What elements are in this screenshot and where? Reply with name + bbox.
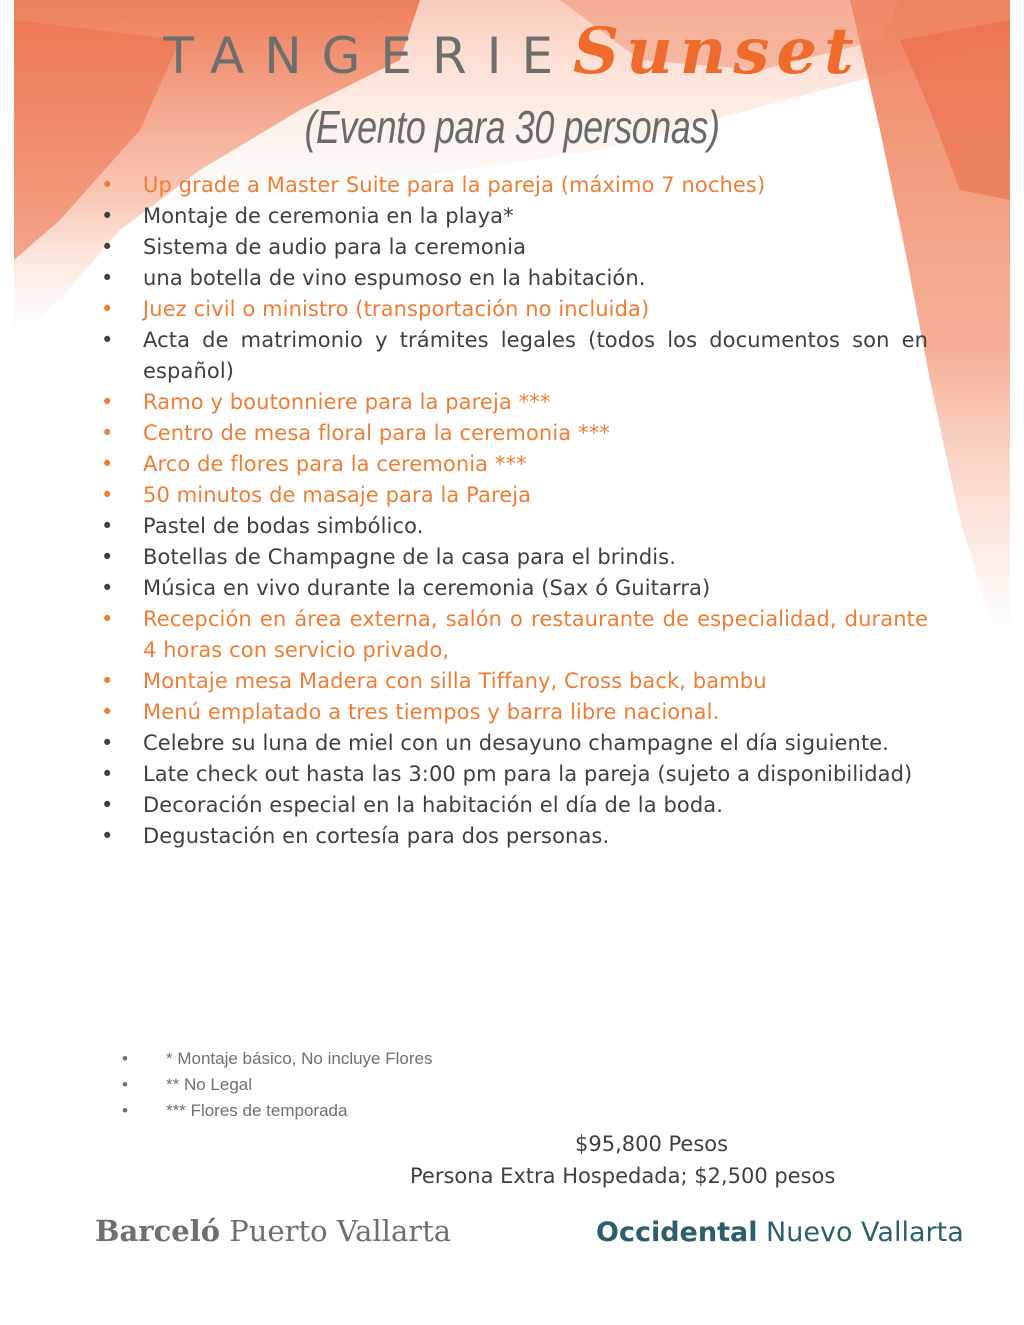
bullet-icon: • xyxy=(101,204,114,228)
list-item-text: Montaje de ceremonia en la playa* xyxy=(143,204,514,228)
list-item-text: Ramo y boutonniere para la pareja *** xyxy=(143,390,551,414)
bullet-icon: • xyxy=(122,1049,128,1068)
package-items-list xyxy=(95,170,928,852)
barcelo-logo-rest: Puerto Vallarta xyxy=(220,1214,452,1248)
list-item xyxy=(95,418,928,449)
list-item xyxy=(95,294,928,325)
barcelo-logo-bold: Barceló xyxy=(95,1214,221,1248)
list-item xyxy=(95,790,928,821)
list-item-text: Recepción en área externa, salón o restaurante de especialidad, durante 4 horas con servicio privado, xyxy=(143,607,928,662)
footnotes-list xyxy=(120,1046,432,1124)
list-item xyxy=(95,325,928,387)
occidental-logo xyxy=(596,1217,964,1248)
list-item-text: Up grade a Master Suite para la pareja (máximo 7 noches) xyxy=(143,173,766,197)
barcelo-logo xyxy=(95,1214,451,1248)
bullet-icon: • xyxy=(101,452,114,476)
price-extra-guest: Persona Extra Hospedada; $2,500 pesos xyxy=(410,1164,836,1188)
title-script: Sunset xyxy=(573,14,861,89)
list-item-text: Degustación en cortesía para dos personas. xyxy=(143,824,610,848)
page-subtitle: (Evento para 30 personas) xyxy=(304,101,720,153)
list-item-text: Celebre su luna de miel con un desayuno champagne el día siguiente. xyxy=(143,731,890,755)
list-item xyxy=(95,666,928,697)
list-item xyxy=(95,728,928,759)
bullet-icon: • xyxy=(101,483,114,507)
bullet-icon: • xyxy=(101,669,114,693)
list-item xyxy=(95,759,928,790)
bullet-icon: • xyxy=(101,297,114,321)
occidental-logo-bold: Occidental xyxy=(596,1217,758,1248)
list-item xyxy=(95,201,928,232)
footnote-text: * Montaje básico, No incluye Flores xyxy=(166,1049,433,1068)
bullet-icon: • xyxy=(101,824,114,848)
price-total: $95,800 Pesos xyxy=(575,1132,729,1156)
footnote-text: *** Flores de temporada xyxy=(166,1101,348,1120)
occidental-logo-rest: Nuevo Vallarta xyxy=(757,1217,964,1248)
footnote-item xyxy=(120,1098,432,1124)
list-item-text: Centro de mesa floral para la ceremonia *** xyxy=(143,421,610,445)
bullet-icon: • xyxy=(101,514,114,538)
list-item xyxy=(95,542,928,573)
bullet-icon: • xyxy=(101,545,114,569)
bullet-icon: • xyxy=(122,1075,128,1094)
bullet-icon: • xyxy=(101,607,114,631)
bullet-icon: • xyxy=(101,235,114,259)
list-item-text: Sistema de audio para la ceremonia xyxy=(143,235,527,259)
list-item xyxy=(95,697,928,728)
list-item-text: Pastel de bodas simbólico. xyxy=(143,514,424,538)
list-item xyxy=(95,573,928,604)
list-item-text: Arco de flores para la ceremonia *** xyxy=(143,452,527,476)
list-item-text: Juez civil o ministro (transportación no incluida) xyxy=(143,297,650,321)
bullet-icon: • xyxy=(101,700,114,724)
list-item-text: Montaje mesa Madera con silla Tiffany, Cross back, bambu xyxy=(143,669,767,693)
bullet-icon: • xyxy=(122,1101,128,1120)
bullet-icon: • xyxy=(101,390,114,414)
list-item xyxy=(95,232,928,263)
title-brand: TANGERIE xyxy=(163,27,574,85)
bullet-icon: • xyxy=(101,328,114,352)
bullet-icon: • xyxy=(101,266,114,290)
list-item xyxy=(95,604,928,666)
list-item xyxy=(95,449,928,480)
list-item xyxy=(95,263,928,294)
list-item-text: Late check out hasta las 3:00 pm para la pareja (sujeto a disponibilidad) xyxy=(143,762,913,786)
bullet-icon: • xyxy=(101,576,114,600)
list-item-text: Menú emplatado a tres tiempos y barra libre nacional. xyxy=(143,700,720,724)
page-title xyxy=(0,14,1024,92)
list-item-text: 50 minutos de masaje para la Pareja xyxy=(143,483,532,507)
bullet-icon: • xyxy=(101,762,114,786)
list-item-text: una botella de vino espumoso en la habitación. xyxy=(143,266,646,290)
bullet-icon: • xyxy=(101,173,114,197)
bullet-icon: • xyxy=(101,793,114,817)
footnote-item xyxy=(120,1072,432,1098)
list-item xyxy=(95,511,928,542)
list-item-text: Música en vivo durante la ceremonia (Sax ó Guitarra) xyxy=(143,576,711,600)
list-item-text: Botellas de Champagne de la casa para el brindis. xyxy=(143,545,677,569)
list-item xyxy=(95,170,928,201)
list-item-text: Decoración especial en la habitación el día de la boda. xyxy=(143,793,724,817)
footnote-text: ** No Legal xyxy=(166,1075,253,1094)
footnote-item xyxy=(120,1046,432,1072)
bullet-icon: • xyxy=(101,421,114,445)
list-item-text: Acta de matrimonio y trámites legales (todos los documentos son en español) xyxy=(143,328,928,383)
list-item xyxy=(95,387,928,418)
list-item xyxy=(95,821,928,852)
bullet-icon: • xyxy=(101,731,114,755)
list-item xyxy=(95,480,928,511)
